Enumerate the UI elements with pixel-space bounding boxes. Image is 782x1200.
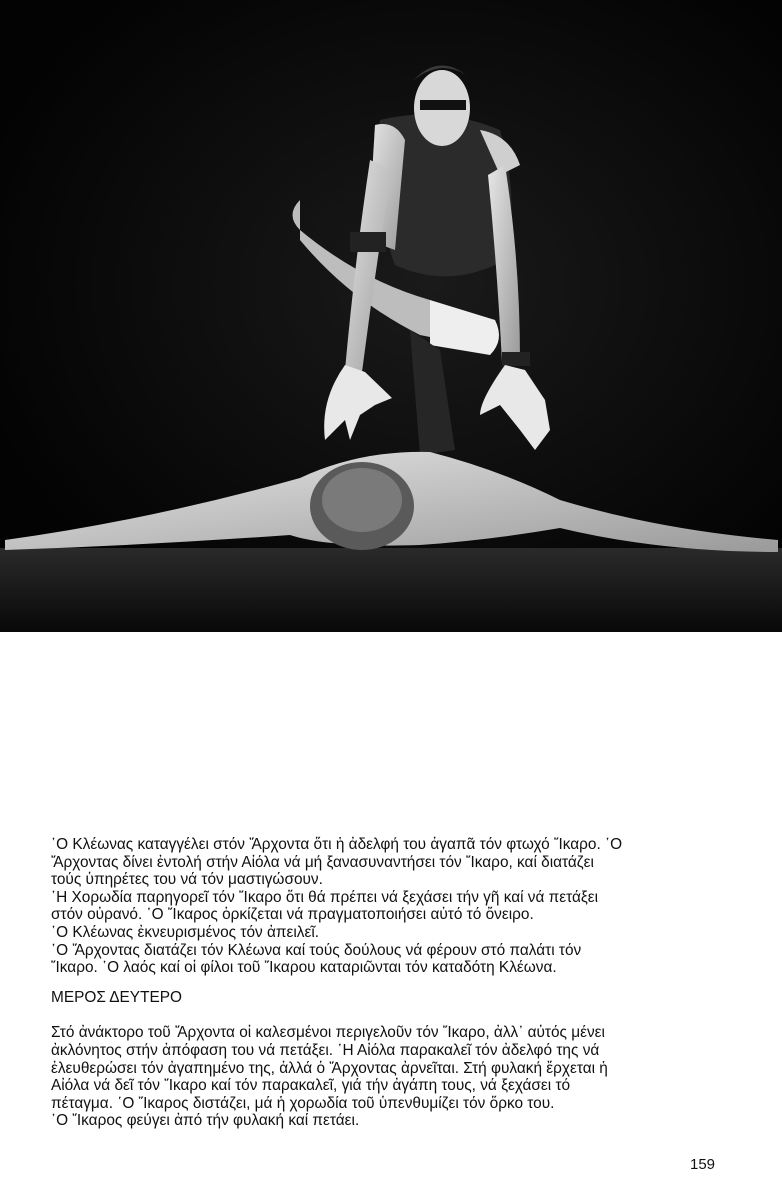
synopsis-line: Ἴκαρο. ῾Ο λαός καί οἱ φίλοι τοῦ Ἴκαρου καταριῶνται τόν καταδότη Κλέωνα. bbox=[51, 959, 557, 977]
synopsis-line: Αἰόλα νά δεῖ τόν Ἴκαρο καί τόν παρακαλεῖ, γιά τήν ἀγάπη τους, νά ξεχάσει τό bbox=[51, 1077, 571, 1095]
synopsis-line: ῾Η Χορωδία παρηγορεῖ τόν Ἴκαρο ὅτι θά πρέπει νά ξεχάσει τήν γῆ καί νά πετάξει bbox=[51, 888, 599, 906]
synopsis-line: Στό ἀνάκτορο τοῦ Ἄρχοντα οἱ καλεσμένοι περιγελοῦν τόν Ἴκαρο, ἀλλ᾽ αὐτός μένει bbox=[51, 1024, 605, 1042]
part-two-heading: ΜΕΡΟΣ ΔΕΥΤΕΡΟ bbox=[51, 988, 182, 1006]
synopsis-line: ῾Ο Κλέωνας ἐκνευρισμένος τόν ἀπειλεῖ. bbox=[51, 923, 320, 941]
page-number: 159 bbox=[690, 1156, 716, 1173]
synopsis-line: ῾Ο Κλέωνας καταγγέλει στόν Ἄρχοντα ὅτι ἡ ἀδελφή του ἀγαπᾶ τόν φτωχό Ἴκαρο. ῾Ο bbox=[51, 836, 623, 853]
synopsis-line: ἀκλόνητος στήν ἀπόφαση του νά πετάξει. ῾Η Αἰόλα παρακαλεῖ τόν ἀδελφό της νά bbox=[51, 1041, 600, 1059]
synopsis-line: τούς ὑπηρέτες του νά τόν μαστιγώσουν. bbox=[51, 871, 323, 889]
synopsis-line: ῾Ο Ἄρχοντας διατάζει τόν Κλέωνα καί τούς δούλους νά φέρουν στό παλάτι τόν bbox=[51, 941, 582, 959]
synopsis-line: Ἄρχοντας δίνει ἐντολή στήν Αἰόλα νά μή ξανασυναντήσει τόν Ἴκαρο, καί διατάζει bbox=[51, 853, 594, 871]
synopsis-line: ῾Ο Ἴκαρος φεύγει ἀπό τήν φυλακή καί πετάει. bbox=[51, 1112, 360, 1130]
synopsis-line: πέταγμα. ῾Ο Ἴκαρος διστάζει, μά ἡ χορωδία τοῦ ὑπενθυμίζει τόν ὅρκο του. bbox=[51, 1094, 555, 1112]
synopsis-line: ἐλευθερώσει τόν ἀγαπημένο της, ἀλλά ὁ Ἄρχοντας ἀρνεῖται. Στή φυλακή ἔρχεται ἡ bbox=[51, 1059, 608, 1077]
synopsis-text bbox=[51, 836, 741, 1130]
synopsis-line: στόν οὐρανό. ῾Ο Ἴκαρος ὁρκίζεται νά πραγματοποιήσει αὐτό τό ὄνειρο. bbox=[51, 906, 534, 924]
